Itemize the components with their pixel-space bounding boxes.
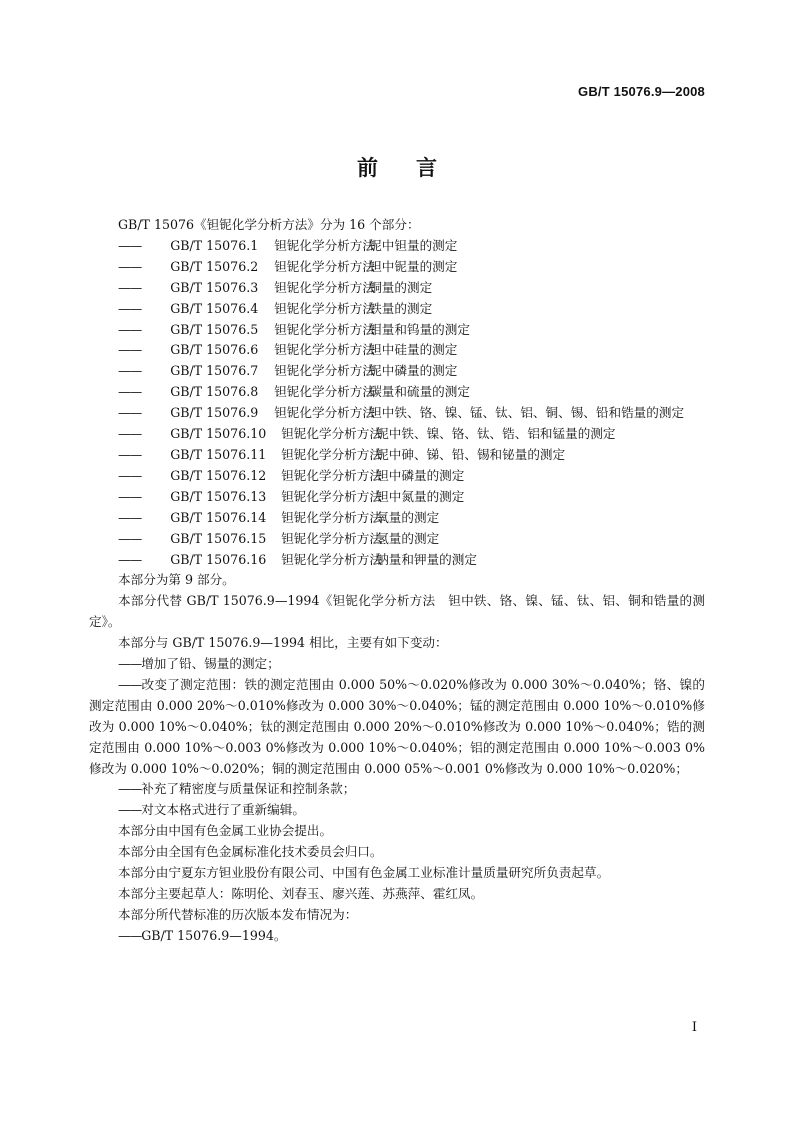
intro-paragraph: GB/T 15076《钽铌化学分析方法》分为 16 个部分： — [118, 217, 420, 232]
part-number: GB/T 15076.1 — [170, 237, 259, 253]
part-subject: 钽中铁、铬、镍、锰、钛、铝、铜、锡、铅和锆量的测定 — [369, 405, 685, 421]
list-item — [89, 926, 705, 947]
part-method: 钽铌化学分析方法 — [274, 258, 375, 274]
part-number: GB/T 15076.3 — [170, 279, 259, 295]
part-subject: 钽中铌量的测定 — [369, 258, 458, 274]
foreword-body — [89, 215, 705, 947]
list-item — [89, 382, 705, 403]
part-subject: 铌中砷、锑、铅、锡和铋量的测定 — [376, 446, 566, 462]
part-method: 钽铌化学分析方法 — [281, 530, 382, 546]
list-item — [89, 257, 705, 278]
part-number: GB/T 15076.5 — [170, 321, 259, 337]
part-method: 钽铌化学分析方法 — [274, 300, 375, 316]
part-method: 钽铌化学分析方法 — [281, 488, 382, 504]
part-number: GB/T 15076.15 — [170, 530, 267, 546]
part-subject: 铌中钽量的测定 — [369, 237, 458, 253]
change-text: 补充了精密度与质量保证和控制条款； — [141, 781, 356, 797]
part-number: GB/T 15076.9 — [170, 405, 259, 421]
dash-mark: —— — [118, 530, 142, 546]
list-item — [89, 361, 705, 382]
history-intro: 本部分所代替标准的历次版本发布情况为： — [118, 906, 358, 922]
dash-mark: —— — [118, 656, 142, 672]
list-item — [89, 487, 705, 508]
drafters: 本部分主要起草人：陈明伦、刘春玉、廖兴莲、苏燕萍、霍红凤。 — [118, 886, 484, 901]
part-method: 钽铌化学分析方法 — [281, 551, 382, 567]
dash-mark: —— — [118, 802, 142, 818]
list-item — [89, 299, 705, 320]
dash-mark: —— — [118, 781, 142, 797]
list-item — [89, 403, 705, 424]
dash-mark: —— — [118, 321, 142, 337]
list-item — [89, 779, 705, 800]
standard-code: GB/T 15076.9—2008 — [578, 84, 705, 99]
part-method: 钽铌化学分析方法 — [274, 342, 375, 358]
part-subject: 氧量的测定 — [376, 509, 440, 525]
dash-mark: —— — [118, 363, 142, 379]
history-entry: GB/T 15076.9—1994。 — [141, 927, 287, 943]
part-number: GB/T 15076.6 — [170, 342, 259, 358]
list-item — [89, 340, 705, 361]
dash-mark: —— — [118, 927, 142, 943]
part-number: GB/T 15076.7 — [170, 363, 259, 379]
dash-mark: —— — [118, 300, 142, 316]
list-item — [89, 466, 705, 487]
part-subject: 钽中硅量的测定 — [369, 342, 458, 358]
dash-mark: —— — [118, 676, 142, 692]
part-method: 钽铌化学分析方法 — [281, 446, 382, 462]
list-item — [89, 320, 705, 341]
change-text: 对文本格式进行了重新编辑。 — [141, 802, 305, 818]
part-method: 钽铌化学分析方法 — [281, 467, 382, 483]
dash-mark: —— — [118, 237, 142, 253]
part-number: GB/T 15076.13 — [170, 488, 267, 504]
managed-by: 本部分由全国有色金属标准化技术委员会归口。 — [118, 844, 383, 860]
part-method: 钽铌化学分析方法 — [274, 279, 375, 295]
part-subject: 铌中铁、镍、铬、钛、锆、铝和锰量的测定 — [376, 426, 616, 442]
change-text: 改变了测定范围：铁的测定范围由 0.000 50%～0.020%修改为 0.000 30%～0.040%；铬、镍的测定范围由 0.000 20%～0.010%修改为 0.000 30%～0.040%；锰的测定范围由 0.000 10%～0.010%修改为 0.000 10%～0.040%；钛的测定范围由 0.000 20%～0.010%修改为 0.000 10%～0.040%；锆的测定范围由 0.000 10%～0.003 0%修改为 0.000 10%～0.040%；铝的测定范围由 0.000 10%～0.003 0%修改为 0.000 10%～0.020%；铜的测定范围由 0.000 05%～0.001 0%修改为 0.000 10%～0.020%； — [89, 676, 705, 776]
part-subject: 铜量的测定 — [369, 279, 433, 295]
proposed-by: 本部分由中国有色金属工业协会提出。 — [118, 823, 333, 839]
dash-mark: —— — [118, 509, 142, 525]
replaces-paragraph: 本部分代替 GB/T 15076.9—1994《钽铌化学分析方法 钽中铁、铬、镍、锰、钛、铝、铜和锆量的测定》。 — [89, 593, 705, 630]
part-subject: 钽中氮量的测定 — [376, 488, 465, 504]
dash-mark: —— — [118, 551, 142, 567]
change-text: 增加了铅、锡量的测定； — [141, 656, 280, 672]
dash-mark: —— — [118, 446, 142, 462]
list-item — [89, 654, 705, 675]
dash-mark: —— — [118, 426, 142, 442]
part-number: GB/T 15076.16 — [170, 551, 267, 567]
drafted-by: 本部分由宁夏东方钽业股份有限公司、中国有色金属工业标准计量质量研究所负责起草。 — [118, 865, 610, 881]
page-title: 前言 — [357, 156, 475, 180]
part-method: 钽铌化学分析方法 — [274, 363, 375, 379]
part-method: 钽铌化学分析方法 — [281, 509, 382, 525]
part-subject: 碳量和硫量的测定 — [369, 384, 470, 400]
dash-mark: —— — [118, 342, 142, 358]
part-subject: 钽中磷量的测定 — [376, 467, 465, 483]
dash-mark: —— — [118, 467, 142, 483]
part-subject: 铌中磷量的测定 — [369, 363, 458, 379]
part-number: GB/T 15076.8 — [170, 384, 259, 400]
part-number: GB/T 15076.10 — [170, 426, 267, 442]
part-statement: 本部分为第 9 部分。 — [118, 572, 235, 588]
list-item — [89, 445, 705, 466]
list-item — [89, 800, 705, 821]
list-item — [89, 236, 705, 257]
list-item — [89, 424, 705, 445]
part-number: GB/T 15076.11 — [170, 446, 267, 462]
dash-mark: —— — [118, 405, 142, 421]
page-number: I — [691, 1020, 697, 1035]
part-number: GB/T 15076.4 — [170, 300, 259, 316]
part-subject: 钠量和钾量的测定 — [376, 551, 477, 567]
part-method: 钽铌化学分析方法 — [274, 237, 375, 253]
dash-mark: —— — [118, 258, 142, 274]
part-number: GB/T 15076.12 — [170, 467, 267, 483]
part-number: GB/T 15076.2 — [170, 258, 259, 274]
part-subject: 铁量的测定 — [369, 300, 433, 316]
part-subject: 钼量和钨量的测定 — [369, 321, 470, 337]
part-method: 钽铌化学分析方法 — [281, 426, 382, 442]
list-item — [89, 278, 705, 299]
list-item — [89, 508, 705, 529]
part-method: 钽铌化学分析方法 — [274, 384, 375, 400]
part-subject: 氢量的测定 — [376, 530, 440, 546]
part-method: 钽铌化学分析方法 — [274, 321, 375, 337]
changes-list — [89, 654, 705, 821]
list-item — [89, 529, 705, 550]
dash-mark: —— — [118, 488, 142, 504]
part-number: GB/T 15076.14 — [170, 509, 267, 525]
list-item — [89, 550, 705, 571]
dash-mark: —— — [118, 384, 142, 400]
list-item — [89, 675, 705, 780]
changes-intro: 本部分与 GB/T 15076.9—1994 相比，主要有如下变动： — [118, 635, 448, 651]
parts-list — [89, 236, 705, 571]
part-method: 钽铌化学分析方法 — [274, 405, 375, 421]
dash-mark: —— — [118, 279, 142, 295]
